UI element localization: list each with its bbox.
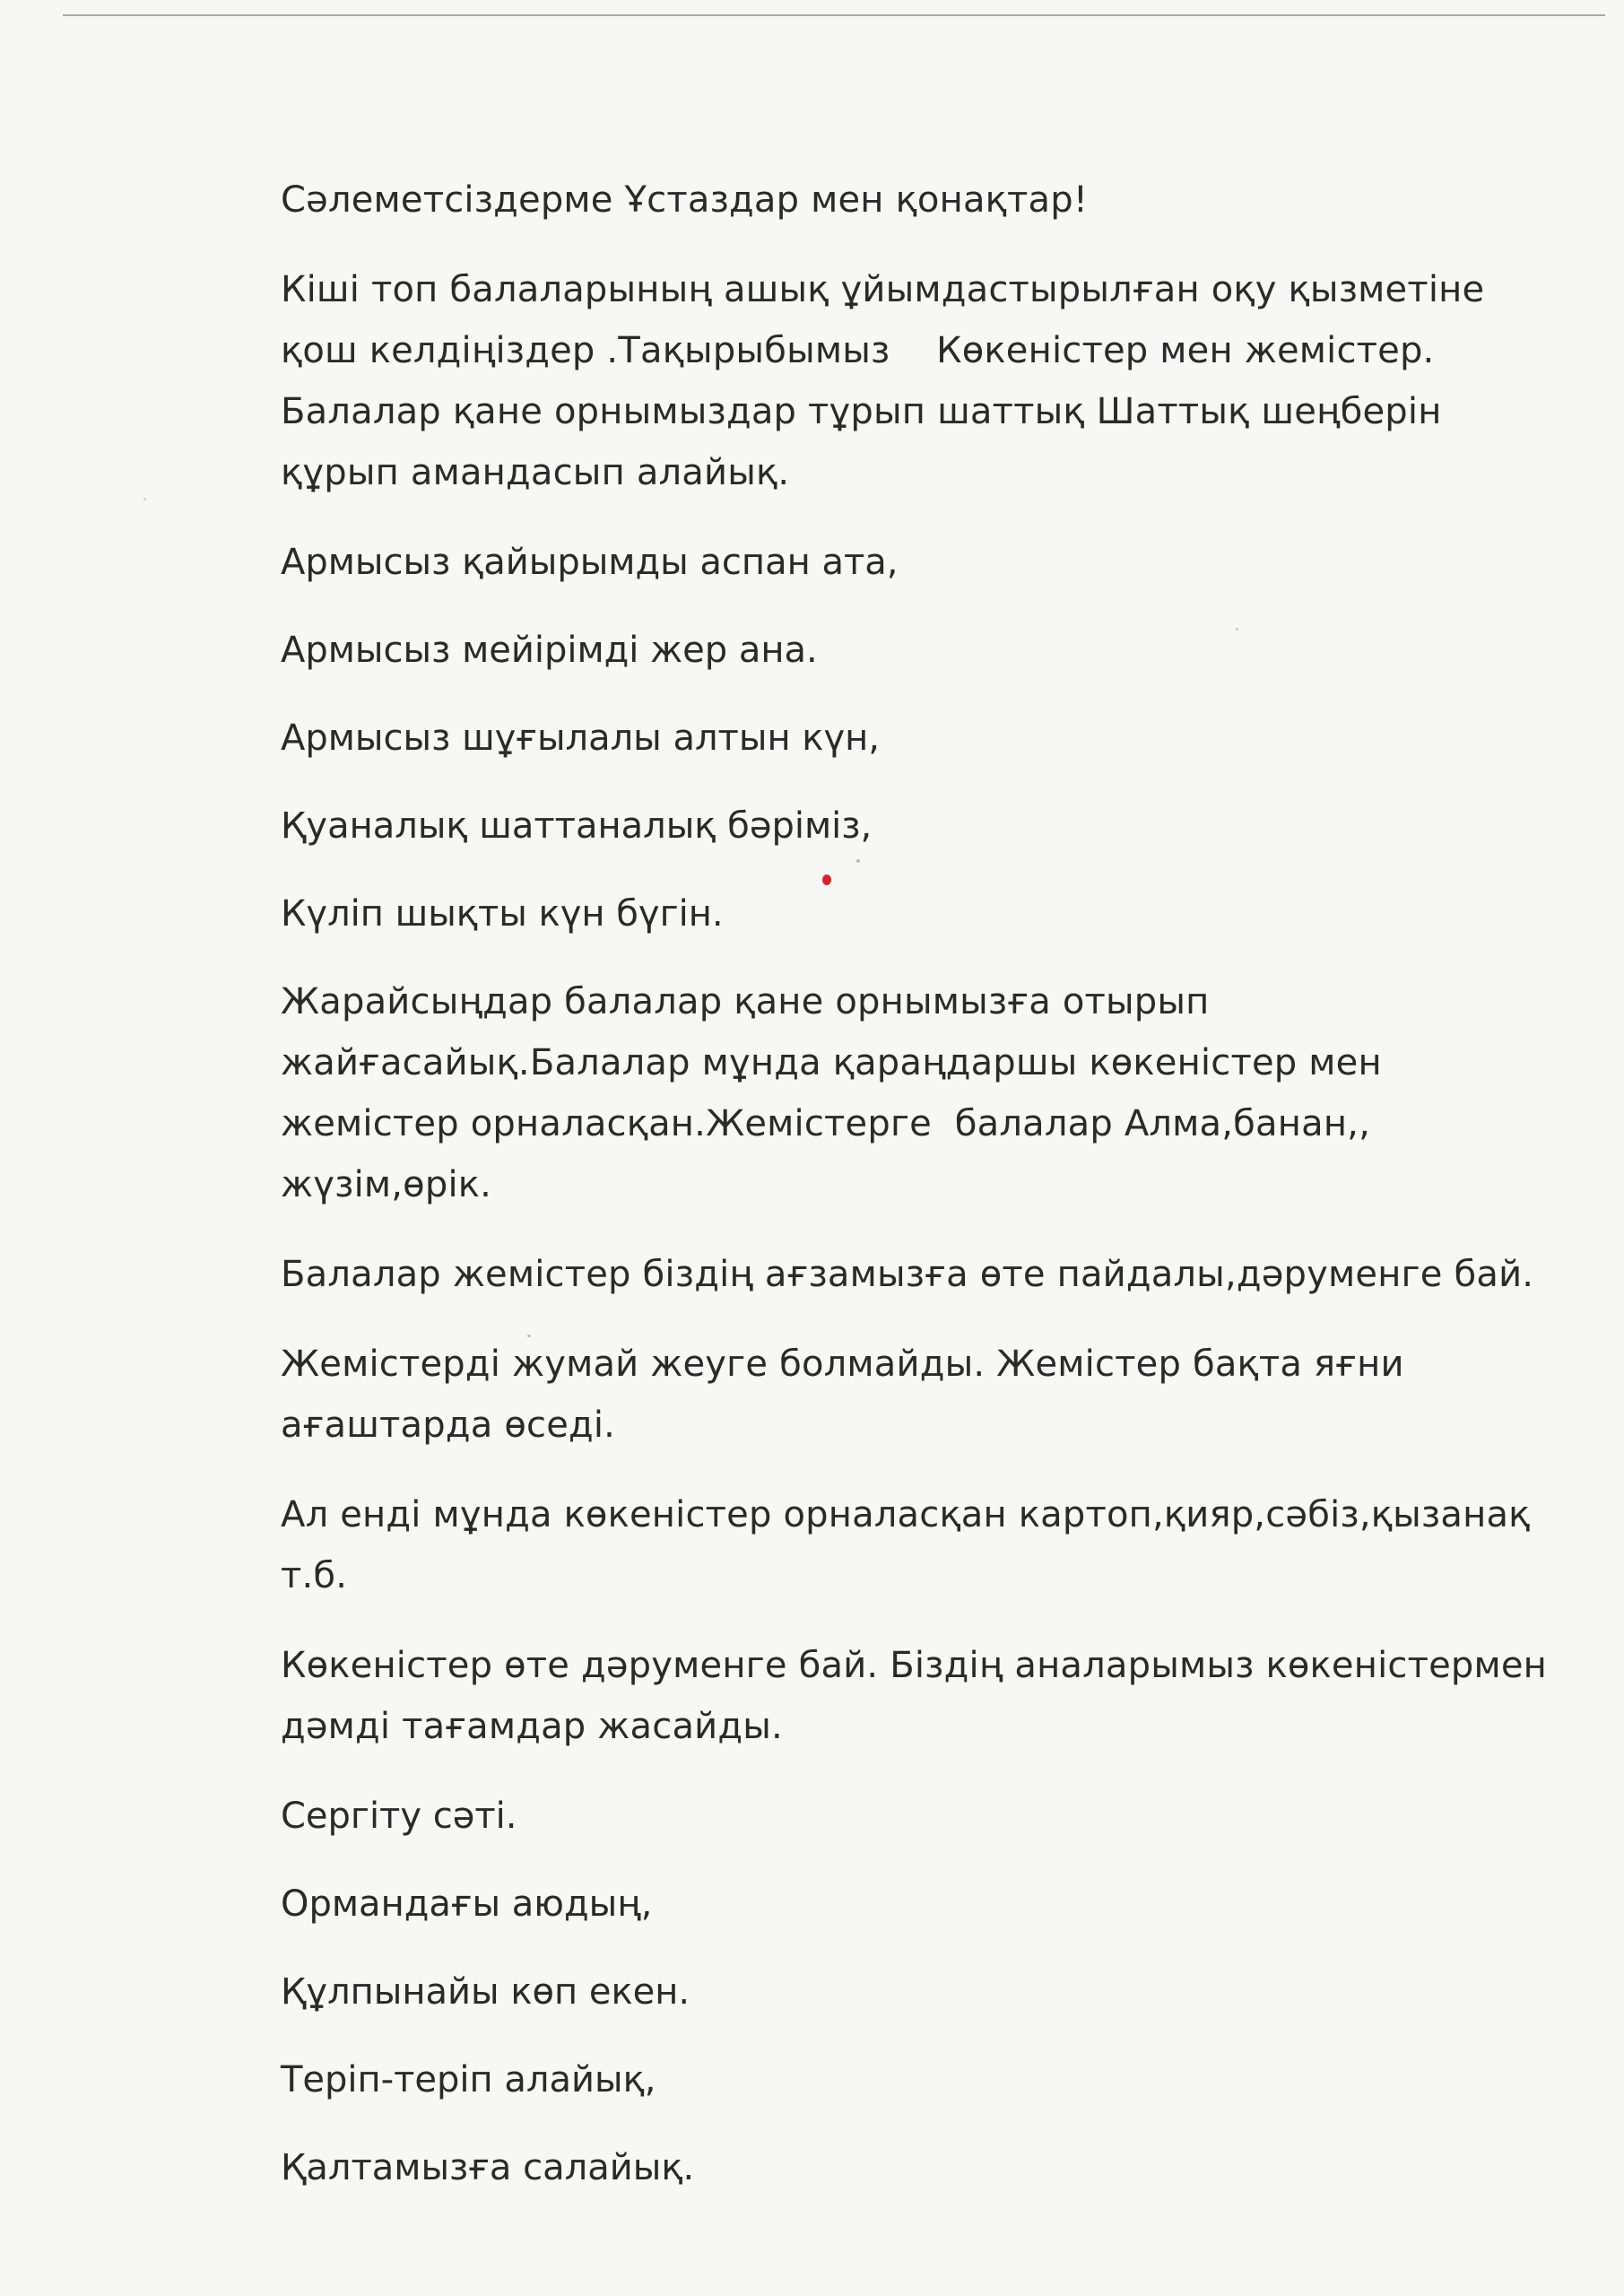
greeting-line: Сәлеметсіздерме Ұстаздар мен қонақтар! bbox=[281, 179, 1089, 221]
intro-paragraph: Кіші топ балаларының ашық ұйымдастырылған оқу қызметіне қош келдіңіздер .Тақырыбымыз Көкеністер мен жемістер. Балалар қане орнымыздар тұрып шаттық Шаттық шеңберін құрып амандасып алайық. bbox=[281, 269, 1497, 493]
poem-line-2: Армысыз мейірімді жер ана. bbox=[281, 630, 818, 671]
poem-line-3: Армысыз шұғылалы алтын күн, bbox=[281, 718, 881, 759]
rhyme-line-1: Ормандағы аюдың, bbox=[281, 1883, 653, 1925]
rhyme-line-3: Теріп-теріп алайық, bbox=[281, 2059, 656, 2100]
dust-speck bbox=[856, 859, 860, 863]
seating-paragraph: Жарайсыңдар балалар қане орнымызға отырып жайғасайық.Балалар мұнда қараңдаршы көкеністер мен жемістер орналасқан.Жемістерге балалар Алма,банан,, жүзім,өрік. bbox=[281, 981, 1394, 1205]
ink-speck bbox=[822, 874, 831, 885]
poem-line-5: Күліп шықты күн бүгін. bbox=[281, 893, 724, 935]
document-body bbox=[281, 170, 1559, 2225]
poem-line-1: Армысыз қайырымды аспан ата, bbox=[281, 542, 899, 583]
rhyme-line-2: Құлпынайы көп екен. bbox=[281, 1971, 690, 2013]
exercise-title: Сергіту сәті. bbox=[281, 1796, 517, 1837]
vegetables-vitamin-paragraph: Көкеністер өте дәруменге бай. Біздің аналарымыз көкеністермен дәмді тағамдар жасайды. bbox=[281, 1645, 1559, 1747]
vegetables-paragraph: Ал енді мұнда көкеністер орналасқан картоп,қияр,сәбіз,қызанақ т.б. bbox=[281, 1494, 1542, 1596]
dust-speck bbox=[527, 1335, 531, 1337]
poem-line-4: Қуаналық шаттаналық бәріміз, bbox=[281, 805, 873, 847]
rhyme-line-4: Қалтамызға салайық. bbox=[281, 2147, 695, 2188]
fruit-washing-paragraph: Жемістерді жумай жеуге болмайды. Жемістер бақта яғни ағаштарда өседі. bbox=[281, 1344, 1416, 1446]
dust-speck bbox=[143, 498, 146, 500]
fruit-benefit-paragraph: Балалар жемістер біздің ағзамызға өте пайдалы,дәруменге бай. bbox=[281, 1254, 1534, 1295]
scan-top-edge bbox=[63, 14, 1605, 16]
dust-speck bbox=[1236, 628, 1238, 631]
